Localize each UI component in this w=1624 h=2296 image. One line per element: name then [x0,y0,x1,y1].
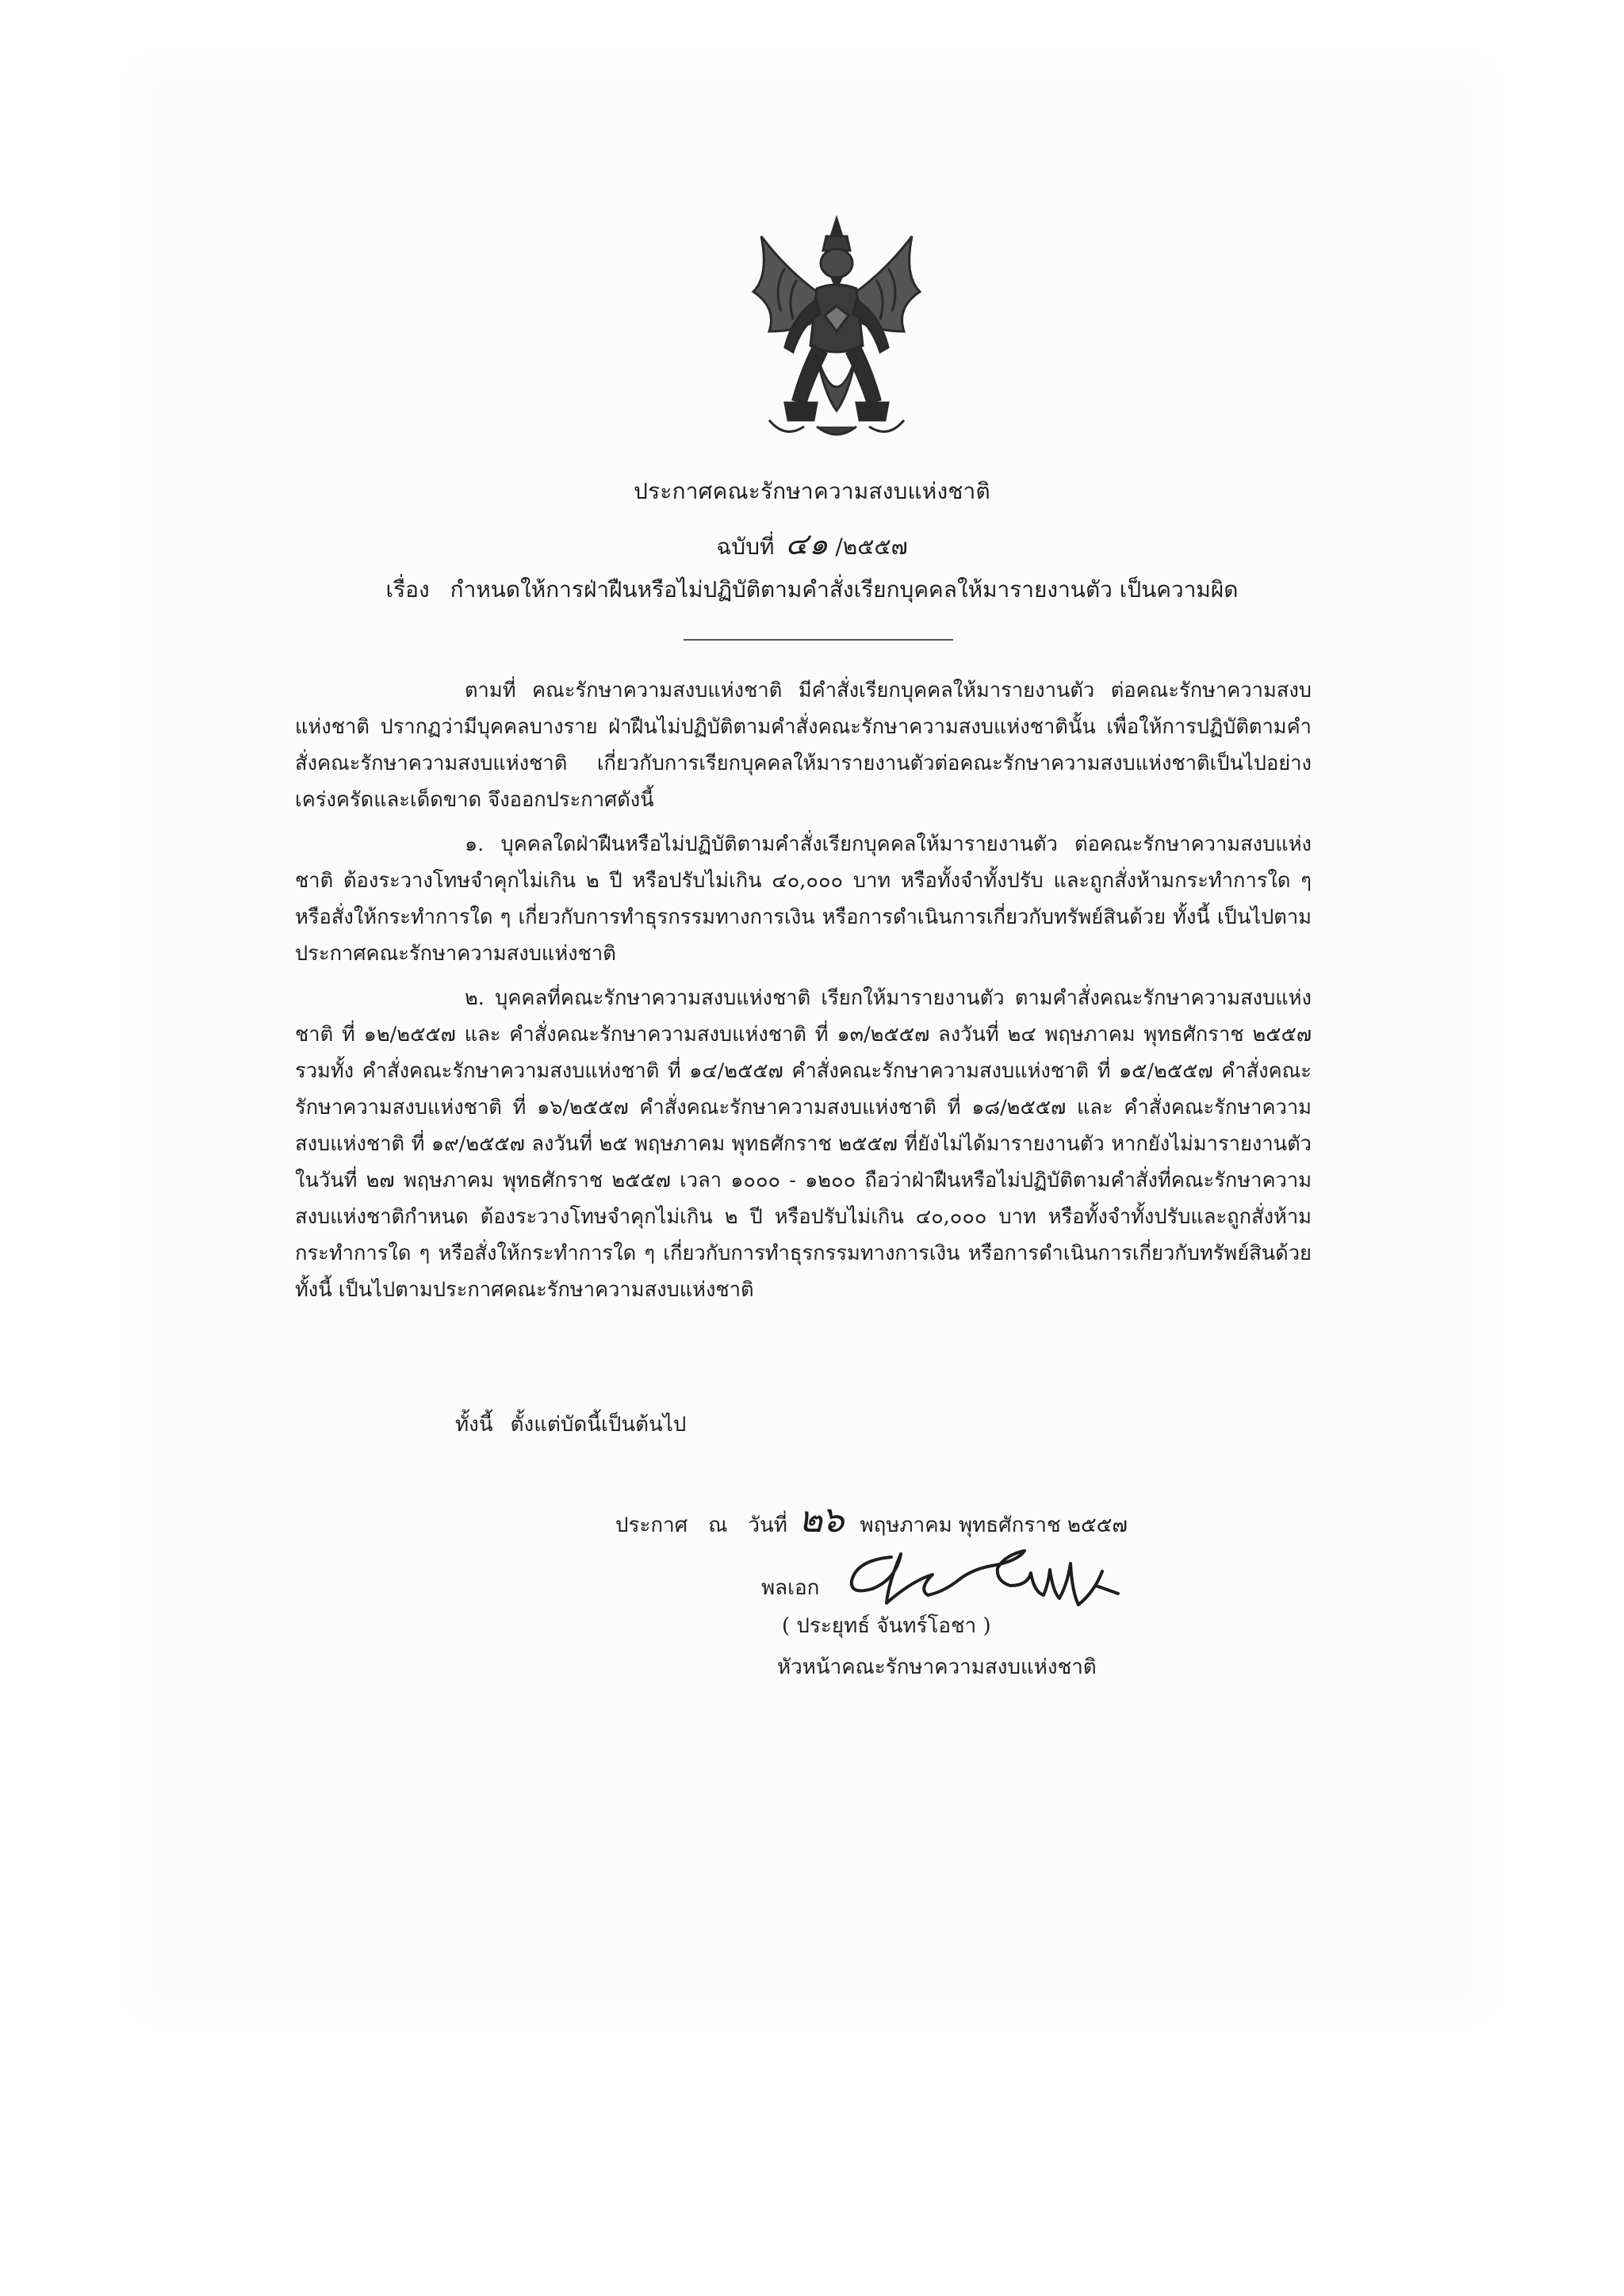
closing-rest: ตั้งแต่บัดนี้เป็นต้นไป [510,1413,687,1437]
announcement-number [0,519,1624,568]
subject-label: เรื่อง [385,576,430,603]
body-text [295,672,1312,1316]
signatory-position: หัวหน้าคณะรักษาความสงบแห่งชาติ [777,1655,1097,1679]
month-year: พฤษภาคม พุทธศักราช ๒๕๕๗ [860,1513,1128,1537]
number-label: ฉบับที่ [716,534,775,560]
at-label: ณ [708,1513,728,1537]
day-label: วันที่ [748,1513,787,1537]
signatory-rank: พลเอก [761,1576,820,1600]
announced-label: ประกาศ [615,1513,688,1537]
announcement-subject [0,572,1624,607]
body-paragraph-intro: ตามที่ คณะรักษาความสงบแห่งชาติ มีคำสั่งเรียกบุคคลให้มารายงานตัว ต่อคณะรักษาความสงบแห่งชาติ ปรากฏว่ามีบุคคลบางราย ฝ่าฝืนไม่ปฏิบัติตามคำสั่งคณะรักษาความสงบแห่งชาตินั้น เพื่อให้การปฏิบัติตามคำสั่งคณะรักษาความสงบแห่งชาติ เกี่ยวกับการเรียกบุคคลให้มารายงานตัวต่อคณะรักษาความสงบแห่งชาติเป็นไปอย่างเคร่งครัดและเด็ดขาด จึงออกประกาศดังนี้ [295,679,1312,812]
handwritten-day: ๒๖ [798,1498,843,1540]
signatory-name: ( ประยุทธ์ จันทร์โอชา ) [782,1614,991,1638]
number-year: /๒๕๕๗ [835,534,908,560]
handwritten-number: ๔๑ [785,526,829,561]
subject-text: กำหนดให้การฝ่าฝืนหรือไม่ปฏิบัติตามคำสั่งเรียกบุคคลให้มารายงานตัว เป็นความผิด [450,576,1239,603]
body-paragraph-1: ๑. บุคคลใดฝ่าฝืนหรือไม่ปฏิบัติตามคำสั่งเรียกบุคคลให้มารายงานตัว ต่อคณะรักษาความสงบแห่งชาติ ต้องระวางโทษจำคุกไม่เกิน ๒ ปี หรือปรับไม่เกิน ๔๐,๐๐๐ บาท หรือทั้งจำทั้งปรับ และถูกสั่งห้ามกระทำการใด ๆ หรือสั่งให้กระทำการใด ๆ เกี่ยวกับการทำธุรกรรมทางการเงิน หรือการดำเนินการเกี่ยวกับทรัพย์สินด้วย ทั้งนี้ เป็นไปตามประกาศคณะรักษาความสงบแห่งชาติ [295,832,1312,966]
header-divider [684,639,953,641]
announcement-title: ประกาศคณะรักษาความสงบแห่งชาติ [634,478,990,504]
body-paragraph-2: ๒. บุคคลที่คณะรักษาความสงบแห่งชาติ เรียกให้มารายงานตัว ตามคำสั่งคณะรักษาความสงบแห่งชาติ ที่ ๑๒/๒๕๕๗ และ คำสั่งคณะรักษาความสงบแห่งชาติ ที่ ๑๓/๒๕๕๗ ลงวันที่ ๒๔ พฤษภาคม พุทธศักราช ๒๕๕๗ รวมทั้ง คำสั่งคณะรักษาความสงบแห่งชาติ ที่ ๑๔/๒๕๕๗ คำสั่งคณะรักษาความสงบแห่งชาติ ที่ ๑๕/๒๕๕๗ คำสั่งคณะรักษาความสงบแห่งชาติ ที่ ๑๖/๒๕๕๗ คำสั่งคณะรักษาความสงบแห่งชาติ ที่ ๑๘/๒๕๕๗ และ คำสั่งคณะรักษาความสงบแห่งชาติ ที่ ๑๙/๒๕๕๗ ลงวันที่ ๒๕ พฤษภาคม พุทธศักราช ๒๕๕๗ ที่ยังไม่ได้มารายงานตัว หากยังไม่มารายงานตัว ในวันที่ ๒๗ พฤษภาคม พุทธศักราช ๒๕๕๗ เวลา ๑๐๐๐ - ๑๒๐๐ ถือว่าฝ่าฝืนหรือไม่ปฏิบัติตามคำสั่งที่คณะรักษาความสงบแห่งชาติกำหนด ต้องระวางโทษจำคุกไม่เกิน ๒ ปี หรือปรับไม่เกิน ๔๐,๐๐๐ บาท หรือทั้งจำทั้งปรับและถูกสั่งห้ามกระทำการใด ๆ หรือสั่งให้กระทำการใด ๆ เกี่ยวกับการทำธุรกรรมทางการเงิน หรือการดำเนินการเกี่ยวกับทรัพย์สินด้วย ทั้งนี้ เป็นไปตามประกาศคณะรักษาความสงบแห่งชาติ [295,986,1312,1302]
garuda-emblem-icon [737,212,936,444]
closing-word: ทั้งนี้ [455,1413,493,1437]
closing-line [455,1408,686,1441]
